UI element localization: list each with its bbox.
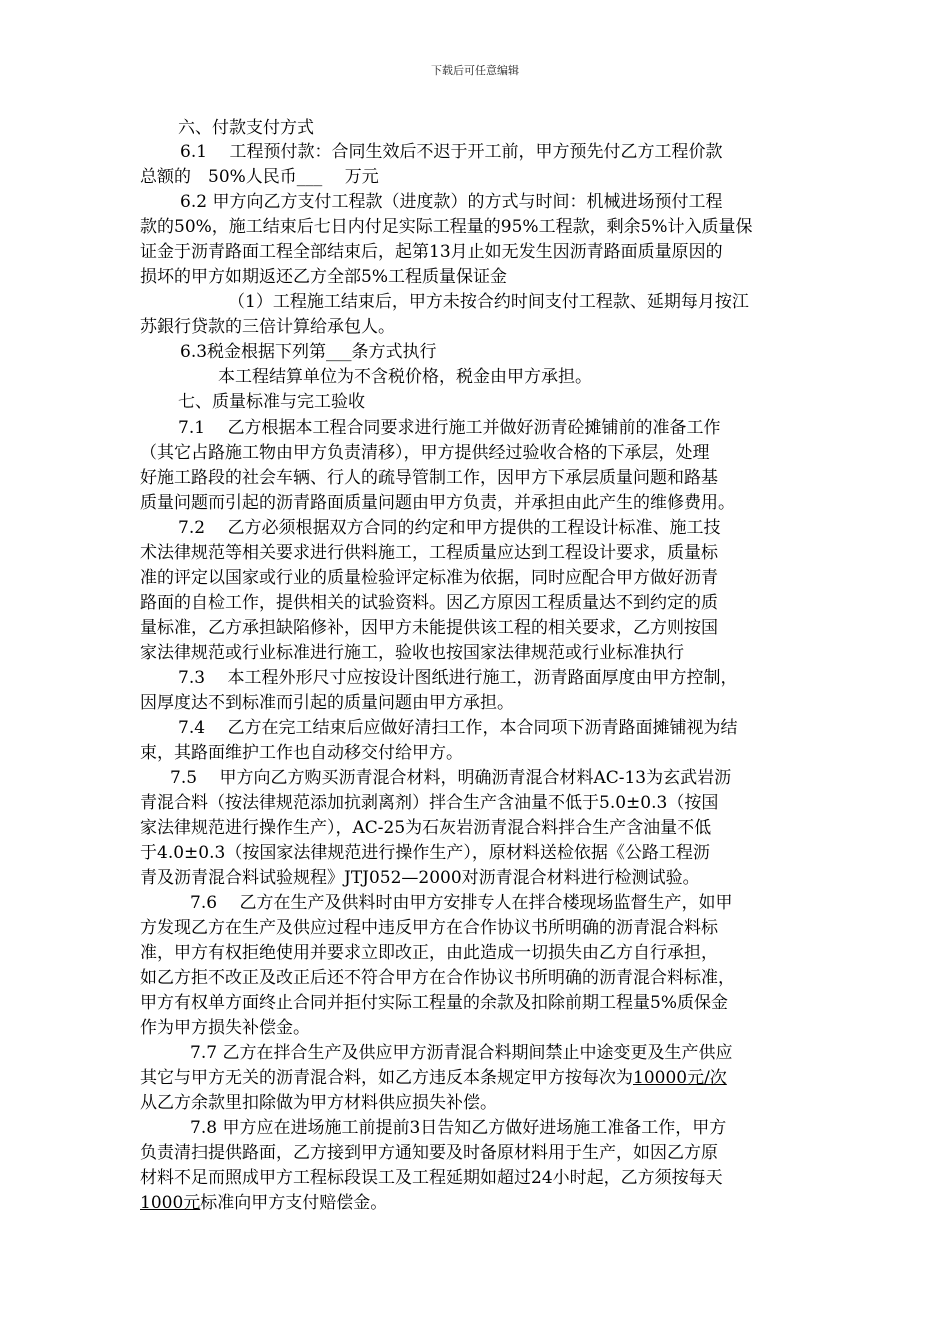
text-line xyxy=(190,1116,726,1140)
text-line xyxy=(140,616,718,640)
text-segment: 准的评定以国家或行业的质量检验评定标准为依据，同时应配合甲方做好沥青 xyxy=(140,568,718,588)
text-segment: 苏銀行贷款的三倍计算给承包人。 xyxy=(140,317,395,337)
text-line xyxy=(178,666,737,690)
text-segment: 家法律规范进行操作生产），AC-25为石灰岩沥青混合料拌合生产含油量不低 xyxy=(140,818,712,838)
text-line xyxy=(140,441,710,465)
text-segment: 从乙方余款里扣除做为甲方材料供应损失补偿。 xyxy=(140,1093,497,1113)
text-segment: 负责清扫提供路面，乙方接到甲方通知要及时备原材料用于生产，如因乙方原 xyxy=(140,1143,718,1163)
text-line xyxy=(140,816,711,840)
text-segment: 因厚度达不到标准而引起的质量问题由甲方承担。 xyxy=(140,693,514,713)
text-segment: 作为甲方损失补偿金。 xyxy=(140,1018,310,1038)
text-segment: 7.1 乙方根据本工程合同要求进行施工并做好沥青砼摊铺前的准备工作 xyxy=(178,418,721,438)
text-line xyxy=(178,716,737,740)
text-segment: 7.8 甲方应在进场施工前提前3日告知乙方做好进场施工准备工作，甲方 xyxy=(190,1118,727,1138)
text-segment: 好施工路段的社会车辆、行人的疏导管制工作，因甲方下承层质量问题和路基 xyxy=(140,468,718,488)
text-segment: （1）工程施工结束后，甲方未按合约时间支付工程款、延期每月按江 xyxy=(228,292,749,312)
text-line xyxy=(140,941,718,965)
text-line xyxy=(140,1066,727,1090)
text-segment: 损坏的甲方如期返还乙方全部5%工程质量保证金 xyxy=(140,267,507,287)
text-segment: 证金于沥青路面工程全部结束后，起第13月止如无发生因沥青路面质量原因的 xyxy=(140,242,723,262)
text-segment: 青及沥青混合料试验规程》JTJ052—2000对沥青混合材料进行检测试验。 xyxy=(140,868,700,888)
text-segment: 本工程结算单位为不含税价格，税金由甲方承担。 xyxy=(218,367,592,387)
text-segment: 如乙方拒不改正及改正后还不符合甲方在合作协议书所明确的沥青混合料标准， xyxy=(140,968,735,988)
text-line xyxy=(140,866,700,890)
text-segment: 量标准，乙方承担缺陷修补，因甲方未能提供该工程的相关要求，乙方则按国 xyxy=(140,618,718,638)
text-line xyxy=(228,290,749,314)
text-line xyxy=(140,1141,718,1165)
text-line xyxy=(140,741,463,765)
text-line xyxy=(180,340,437,364)
text-segment: 七、质量标准与完工验收 xyxy=(178,392,365,412)
text-line xyxy=(178,116,314,140)
text-line xyxy=(178,416,720,440)
text-line xyxy=(140,841,710,865)
text-segment: 6.2 甲方向乙方支付工程款（进度款）的方式与时间：机械进场预付工程 xyxy=(180,192,723,212)
text-line xyxy=(140,1091,497,1115)
text-line xyxy=(140,165,379,189)
underlined-amount: 1000元 xyxy=(140,1193,201,1213)
text-line xyxy=(140,691,514,715)
text-segment: （其它占路施工物由甲方负责清移），甲方提供经过验收合格的下承层，处理 xyxy=(140,443,710,463)
text-line xyxy=(140,991,728,1015)
text-segment: 7.3 本工程外形尺寸应按设计图纸进行施工，沥青路面厚度由甲方控制， xyxy=(178,668,738,688)
text-segment: 款的50%，施工结束后七日内付足实际工程量的95%工程款，剩余5%计入质量保 xyxy=(140,217,753,237)
text-segment: 其它与甲方无关的沥青混合料，如乙方违反本条规定甲方按每次为 xyxy=(140,1068,633,1088)
text-line xyxy=(178,390,365,414)
text-line xyxy=(140,566,718,590)
text-line xyxy=(178,516,720,540)
text-segment: 6.3税金根据下列第___条方式执行 xyxy=(180,342,437,362)
text-line xyxy=(140,1191,387,1215)
text-line xyxy=(140,641,684,665)
text-segment: 7.2 乙方必须根据双方合同的约定和甲方提供的工程设计标准、施工技 xyxy=(178,518,721,538)
text-segment: 6.1 工程预付款：合同生效后不迟于开工前，甲方预先付乙方工程价款 xyxy=(180,142,723,162)
text-line xyxy=(140,315,395,339)
text-line xyxy=(140,466,718,490)
text-line xyxy=(140,591,718,615)
text-line xyxy=(140,541,718,565)
text-line xyxy=(140,265,507,289)
text-segment: 7.7 乙方在拌合生产及供应甲方沥青混合料期间禁止中途变更及生产供应 xyxy=(190,1043,733,1063)
text-segment: 青混合料（按法律规范添加抗剥离剂）拌合生产含油量不低于5.0±0.3（按国 xyxy=(140,793,719,813)
text-line xyxy=(140,240,723,264)
text-segment: 总额的 50%人民币___ 万元 xyxy=(140,167,379,187)
text-line xyxy=(140,916,718,940)
text-segment: 甲方有权单方面终止合同并拒付实际工程量的余款及扣除前期工程量5%质保金 xyxy=(140,993,728,1013)
text-segment: 材料不足而照成甲方工程标段误工及工程延期如超过24小时起，乙方须按每天 xyxy=(140,1168,723,1188)
text-line xyxy=(140,966,735,990)
text-segment: 7.4 乙方在完工结束后应做好清扫工作，本合同项下沥青路面摊铺视为结 xyxy=(178,718,738,738)
text-line xyxy=(180,140,722,164)
text-line xyxy=(140,1016,310,1040)
text-segment: 标准向甲方支付赔偿金。 xyxy=(200,1193,388,1213)
text-line xyxy=(140,491,735,515)
text-line xyxy=(180,190,722,214)
text-line xyxy=(218,365,592,389)
text-line xyxy=(140,215,753,239)
text-segment: 准，甲方有权拒绝使用并要求立即改正，由此造成一切损失由乙方自行承担， xyxy=(140,943,718,963)
text-segment: 7.5 甲方向乙方购买沥青混合材料，明确沥青混合材料AC-13为玄武岩沥 xyxy=(170,768,732,788)
text-segment: 路面的自检工作，提供相关的试验资料。因乙方原因工程质量达不到约定的质 xyxy=(140,593,718,613)
text-segment: 方发现乙方在生产及供应过程中违反甲方在合作协议书所明确的沥青混合料标 xyxy=(140,918,718,938)
text-segment: 束，其路面维护工作也自动移交付给甲方。 xyxy=(140,743,463,763)
text-segment: 于4.0±0.3（按国家法律规范进行操作生产），原材料送检依据《公路工程沥 xyxy=(140,843,710,863)
text-segment: 质量问题而引起的沥青路面质量问题由甲方负责，并承担由此产生的维修费用。 xyxy=(140,493,735,513)
text-line xyxy=(170,766,731,790)
text-segment: 六、付款支付方式 xyxy=(178,118,314,138)
text-segment: 术法律规范等相关要求进行供料施工，工程质量应达到工程设计要求，质量标 xyxy=(140,543,718,563)
underlined-amount: 10000元/次 xyxy=(633,1068,727,1088)
text-line xyxy=(190,1041,732,1065)
text-line xyxy=(140,1166,723,1190)
page-header: 下载后可任意编辑 xyxy=(431,64,519,77)
text-line xyxy=(140,791,718,815)
text-line xyxy=(190,891,732,915)
text-segment: 家法律规范或行业标准进行施工，验收也按国家法律规范或行业标准执行 xyxy=(140,643,684,663)
text-segment: 7.6 乙方在生产及供料时由甲方安排专人在拌合楼现场监督生产，如甲 xyxy=(190,893,733,913)
